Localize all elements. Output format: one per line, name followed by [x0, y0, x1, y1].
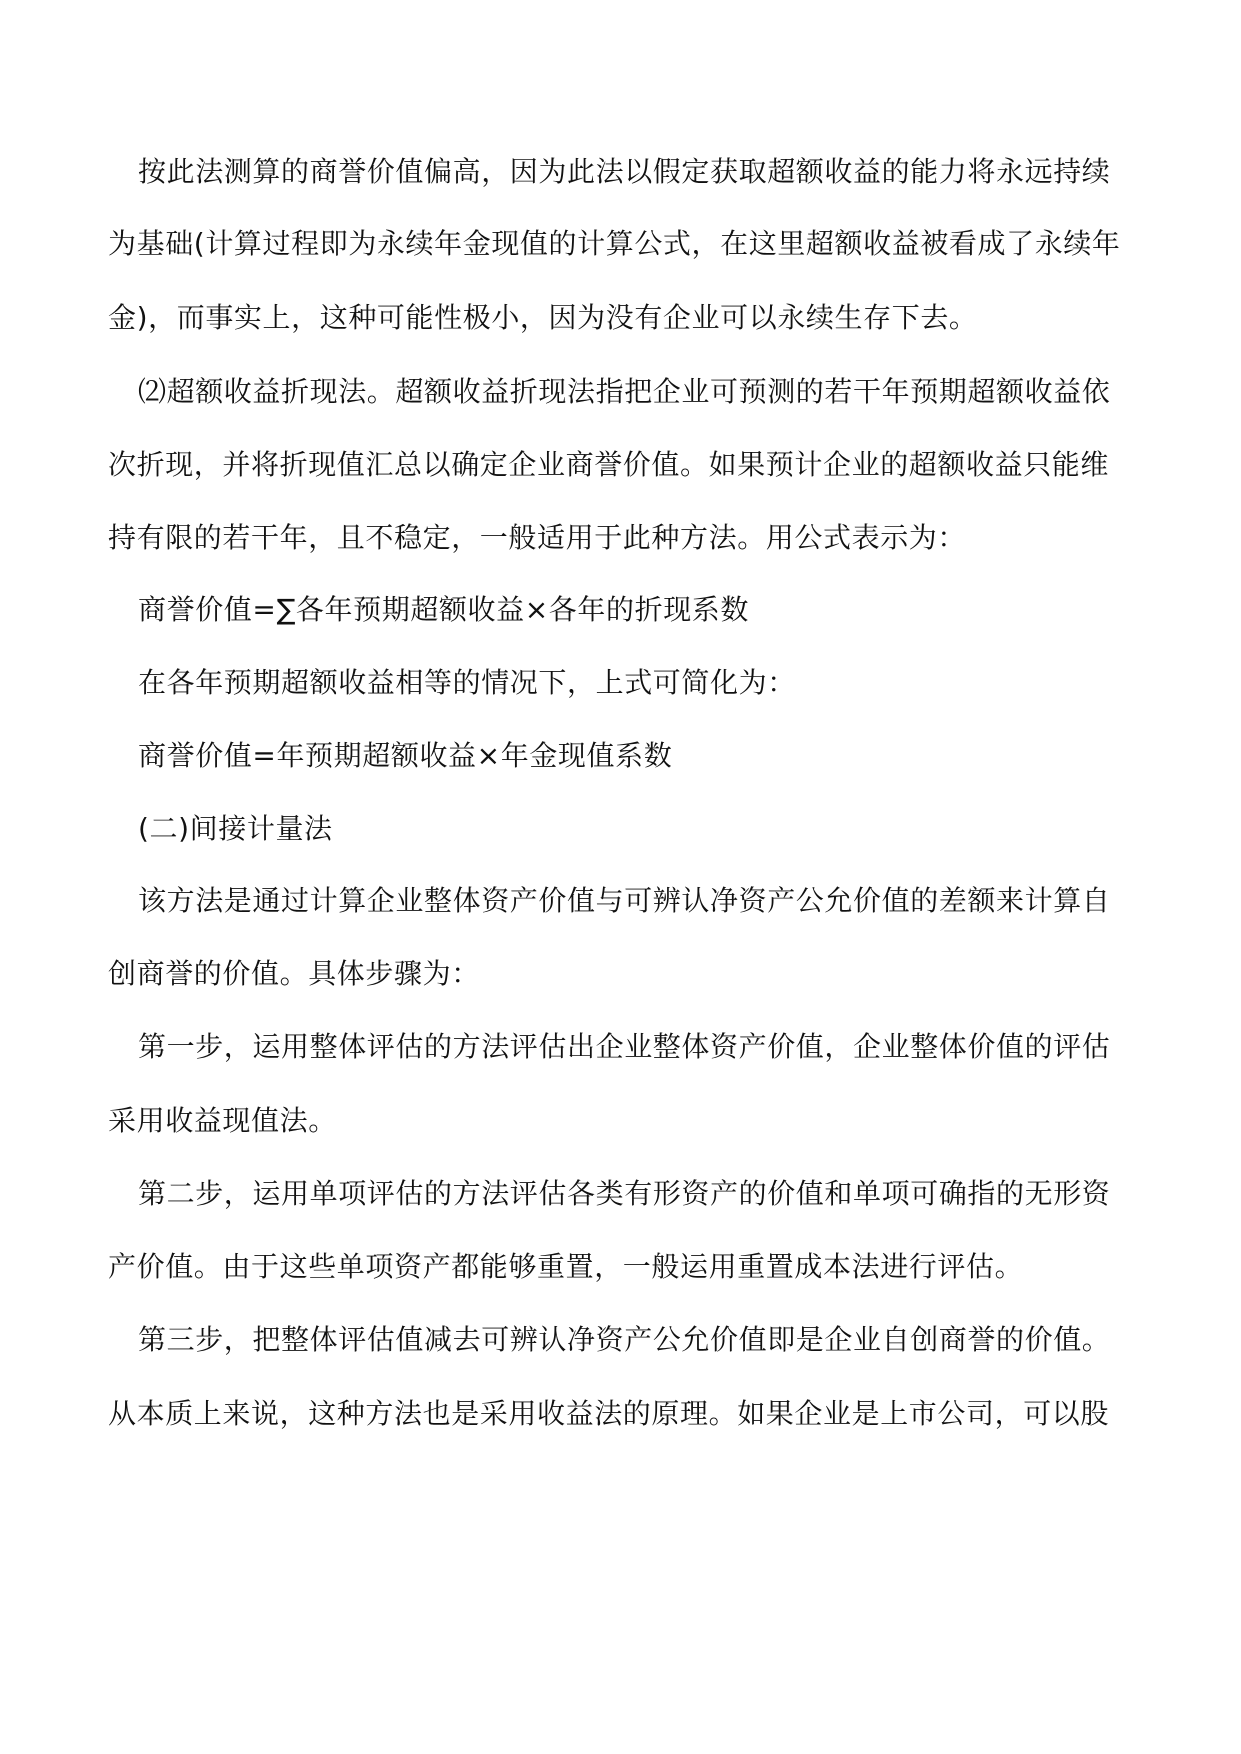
text-line: 该方法是通过计算企业整体资产价值与可辨认净资产公允价值的差额来计算自 — [138, 884, 1111, 917]
text-line: 第一步，运用整体评估的方法评估出企业整体资产价值，企业整体价值的评估 — [138, 1030, 1111, 1063]
text-line: 金)，而事实上，这种可能性极小，因为没有企业可以永续生存下去。 — [108, 301, 978, 334]
section-heading: (二)间接计量法 — [138, 812, 333, 845]
text-line: 第三步，把整体评估值减去可辨认净资产公允价值即是企业自创商誉的价值。 — [138, 1323, 1111, 1356]
text-line: 从本质上来说，这种方法也是采用收益法的原理。如果企业是上市公司，可以股 — [108, 1397, 1110, 1430]
text-line: 产价值。由于这些单项资产都能够重置，一般运用重置成本法进行评估。 — [108, 1250, 1024, 1283]
formula-line: 商誉价值=∑各年预期超额收益×各年的折现系数 — [138, 593, 749, 626]
text-line: ⑵超额收益折现法。超额收益折现法指把企业可预测的若干年预期超额收益依 — [138, 375, 1111, 408]
text-line: 第二步，运用单项评估的方法评估各类有形资产的价值和单项可确指的无形资 — [138, 1177, 1111, 1210]
text-line: 创商誉的价值。具体步骤为： — [108, 957, 480, 990]
text-line: 次折现，并将折现值汇总以确定企业商誉价值。如果预计企业的超额收益只能维 — [108, 448, 1110, 481]
text-line: 采用收益现值法。 — [108, 1104, 337, 1137]
formula-line: 商誉价值=年预期超额收益×年金现值系数 — [138, 739, 673, 772]
text-line: 按此法测算的商誉价值偏高，因为此法以假定获取超额收益的能力将永远持续 — [138, 155, 1111, 188]
text-line: 持有限的若干年，且不稳定，一般适用于此种方法。用公式表示为： — [108, 521, 967, 554]
text-line: 在各年预期超额收益相等的情况下，上式可简化为： — [138, 666, 796, 699]
text-line: 为基础(计算过程即为永续年金现值的计算公式，在这里超额收益被看成了永续年 — [108, 227, 1121, 260]
